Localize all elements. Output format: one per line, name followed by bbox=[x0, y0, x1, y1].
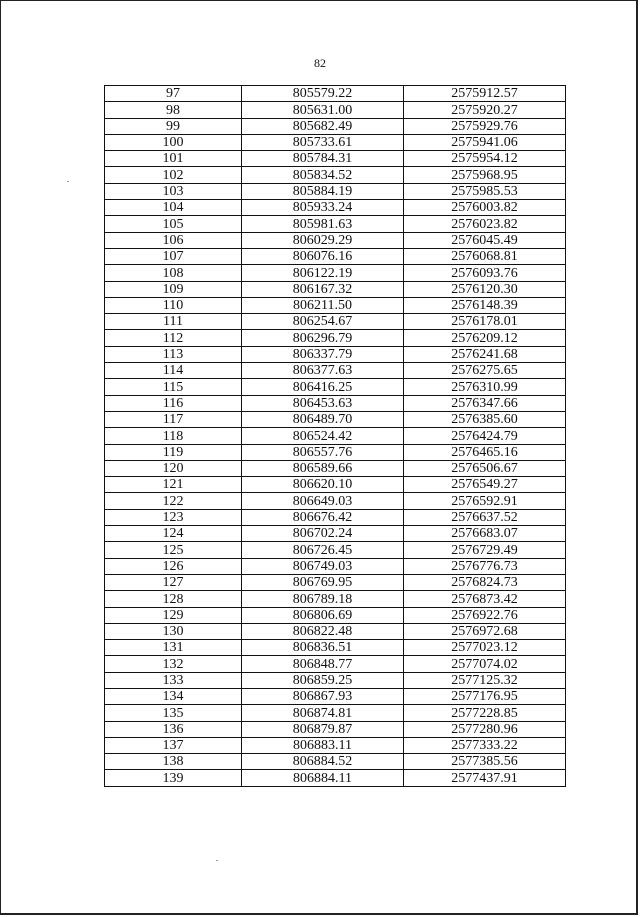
y-coordinate-cell: 2575941.06 bbox=[404, 134, 566, 150]
y-coordinate-cell: 2576824.73 bbox=[404, 574, 566, 590]
point-number-cell: 132 bbox=[105, 656, 242, 672]
y-coordinate-cell: 2576873.42 bbox=[404, 591, 566, 607]
table-row bbox=[105, 232, 566, 248]
y-coordinate-cell: 2576506.67 bbox=[404, 460, 566, 476]
y-coordinate-cell: 2577125.32 bbox=[404, 672, 566, 688]
table-row bbox=[105, 428, 566, 444]
table-row bbox=[105, 574, 566, 590]
y-coordinate-cell: 2576424.79 bbox=[404, 428, 566, 444]
coordinates-table-body bbox=[105, 86, 566, 787]
x-coordinate-cell: 806167.32 bbox=[242, 281, 404, 297]
point-number-cell: 130 bbox=[105, 623, 242, 639]
x-coordinate-cell: 806874.81 bbox=[242, 705, 404, 721]
table-row bbox=[105, 460, 566, 476]
point-number-cell: 99 bbox=[105, 118, 242, 134]
point-number-cell: 101 bbox=[105, 151, 242, 167]
table-row bbox=[105, 737, 566, 753]
x-coordinate-cell: 806884.52 bbox=[242, 754, 404, 770]
y-coordinate-cell: 2576922.76 bbox=[404, 607, 566, 623]
x-coordinate-cell: 805834.52 bbox=[242, 167, 404, 183]
y-coordinate-cell: 2577333.22 bbox=[404, 737, 566, 753]
table-row bbox=[105, 118, 566, 134]
point-number-cell: 124 bbox=[105, 526, 242, 542]
coordinates-table bbox=[104, 85, 566, 787]
point-number-cell: 117 bbox=[105, 411, 242, 427]
point-number-cell: 133 bbox=[105, 672, 242, 688]
x-coordinate-cell: 805784.31 bbox=[242, 151, 404, 167]
x-coordinate-cell: 806836.51 bbox=[242, 640, 404, 656]
x-coordinate-cell: 806620.10 bbox=[242, 477, 404, 493]
x-coordinate-cell: 806589.66 bbox=[242, 460, 404, 476]
x-coordinate-cell: 806806.69 bbox=[242, 607, 404, 623]
table-row bbox=[105, 200, 566, 216]
table-row bbox=[105, 314, 566, 330]
point-number-cell: 116 bbox=[105, 395, 242, 411]
table-row bbox=[105, 591, 566, 607]
point-number-cell: 129 bbox=[105, 607, 242, 623]
point-number-cell: 125 bbox=[105, 542, 242, 558]
y-coordinate-cell: 2576148.39 bbox=[404, 297, 566, 313]
table-row bbox=[105, 281, 566, 297]
point-number-cell: 111 bbox=[105, 314, 242, 330]
point-number-cell: 100 bbox=[105, 134, 242, 150]
x-coordinate-cell: 805579.22 bbox=[242, 86, 404, 102]
x-coordinate-cell: 805733.61 bbox=[242, 134, 404, 150]
y-coordinate-cell: 2577437.91 bbox=[404, 770, 566, 786]
x-coordinate-cell: 806702.24 bbox=[242, 526, 404, 542]
x-coordinate-cell: 806122.19 bbox=[242, 265, 404, 281]
x-coordinate-cell: 806337.79 bbox=[242, 346, 404, 362]
table-row bbox=[105, 330, 566, 346]
table-row bbox=[105, 297, 566, 313]
y-coordinate-cell: 2576275.65 bbox=[404, 363, 566, 379]
point-number-cell: 123 bbox=[105, 509, 242, 525]
page-number: 82 bbox=[314, 56, 326, 70]
point-number-cell: 97 bbox=[105, 86, 242, 102]
x-coordinate-cell: 806029.29 bbox=[242, 232, 404, 248]
table-row bbox=[105, 721, 566, 737]
point-number-cell: 136 bbox=[105, 721, 242, 737]
table-row bbox=[105, 183, 566, 199]
y-coordinate-cell: 2576178.01 bbox=[404, 314, 566, 330]
point-number-cell: 121 bbox=[105, 477, 242, 493]
y-coordinate-cell: 2577228.85 bbox=[404, 705, 566, 721]
point-number-cell: 139 bbox=[105, 770, 242, 786]
x-coordinate-cell: 805631.00 bbox=[242, 102, 404, 118]
table-row bbox=[105, 86, 566, 102]
table-row bbox=[105, 607, 566, 623]
x-coordinate-cell: 806524.42 bbox=[242, 428, 404, 444]
table-row bbox=[105, 493, 566, 509]
x-coordinate-cell: 806879.87 bbox=[242, 721, 404, 737]
table-row bbox=[105, 102, 566, 118]
point-number-cell: 114 bbox=[105, 363, 242, 379]
y-coordinate-cell: 2576465.16 bbox=[404, 444, 566, 460]
y-coordinate-cell: 2577176.95 bbox=[404, 688, 566, 704]
x-coordinate-cell: 806649.03 bbox=[242, 493, 404, 509]
x-coordinate-cell: 806254.67 bbox=[242, 314, 404, 330]
x-coordinate-cell: 806076.16 bbox=[242, 248, 404, 264]
y-coordinate-cell: 2576729.49 bbox=[404, 542, 566, 558]
x-coordinate-cell: 806859.25 bbox=[242, 672, 404, 688]
table-row bbox=[105, 346, 566, 362]
point-number-cell: 104 bbox=[105, 200, 242, 216]
table-row bbox=[105, 558, 566, 574]
y-coordinate-cell: 2576023.82 bbox=[404, 216, 566, 232]
scan-speck bbox=[216, 860, 218, 861]
y-coordinate-cell: 2576683.07 bbox=[404, 526, 566, 542]
x-coordinate-cell: 805981.63 bbox=[242, 216, 404, 232]
point-number-cell: 110 bbox=[105, 297, 242, 313]
table-row bbox=[105, 167, 566, 183]
table-row bbox=[105, 379, 566, 395]
point-number-cell: 102 bbox=[105, 167, 242, 183]
y-coordinate-cell: 2576209.12 bbox=[404, 330, 566, 346]
point-number-cell: 115 bbox=[105, 379, 242, 395]
point-number-cell: 126 bbox=[105, 558, 242, 574]
table-row bbox=[105, 526, 566, 542]
x-coordinate-cell: 806883.11 bbox=[242, 737, 404, 753]
y-coordinate-cell: 2577280.96 bbox=[404, 721, 566, 737]
point-number-cell: 112 bbox=[105, 330, 242, 346]
x-coordinate-cell: 806676.42 bbox=[242, 509, 404, 525]
point-number-cell: 128 bbox=[105, 591, 242, 607]
y-coordinate-cell: 2576972.68 bbox=[404, 623, 566, 639]
table-row bbox=[105, 395, 566, 411]
point-number-cell: 107 bbox=[105, 248, 242, 264]
x-coordinate-cell: 806726.45 bbox=[242, 542, 404, 558]
point-number-cell: 103 bbox=[105, 183, 242, 199]
y-coordinate-cell: 2576637.52 bbox=[404, 509, 566, 525]
x-coordinate-cell: 806884.11 bbox=[242, 770, 404, 786]
table-row bbox=[105, 688, 566, 704]
x-coordinate-cell: 805933.24 bbox=[242, 200, 404, 216]
y-coordinate-cell: 2576592.91 bbox=[404, 493, 566, 509]
y-coordinate-cell: 2576549.27 bbox=[404, 477, 566, 493]
y-coordinate-cell: 2575920.27 bbox=[404, 102, 566, 118]
point-number-cell: 105 bbox=[105, 216, 242, 232]
point-number-cell: 118 bbox=[105, 428, 242, 444]
table-row bbox=[105, 248, 566, 264]
table-row bbox=[105, 363, 566, 379]
x-coordinate-cell: 806489.70 bbox=[242, 411, 404, 427]
table-row bbox=[105, 672, 566, 688]
table-row bbox=[105, 509, 566, 525]
y-coordinate-cell: 2576045.49 bbox=[404, 232, 566, 248]
y-coordinate-cell: 2575985.53 bbox=[404, 183, 566, 199]
y-coordinate-cell: 2577074.02 bbox=[404, 656, 566, 672]
point-number-cell: 131 bbox=[105, 640, 242, 656]
x-coordinate-cell: 806848.77 bbox=[242, 656, 404, 672]
y-coordinate-cell: 2576068.81 bbox=[404, 248, 566, 264]
table-row bbox=[105, 705, 566, 721]
table-row bbox=[105, 770, 566, 786]
point-number-cell: 138 bbox=[105, 754, 242, 770]
x-coordinate-cell: 806749.03 bbox=[242, 558, 404, 574]
x-coordinate-cell: 805682.49 bbox=[242, 118, 404, 134]
point-number-cell: 108 bbox=[105, 265, 242, 281]
y-coordinate-cell: 2575929.76 bbox=[404, 118, 566, 134]
y-coordinate-cell: 2577385.56 bbox=[404, 754, 566, 770]
point-number-cell: 127 bbox=[105, 574, 242, 590]
y-coordinate-cell: 2576385.60 bbox=[404, 411, 566, 427]
point-number-cell: 109 bbox=[105, 281, 242, 297]
table-row bbox=[105, 656, 566, 672]
y-coordinate-cell: 2576003.82 bbox=[404, 200, 566, 216]
x-coordinate-cell: 806822.48 bbox=[242, 623, 404, 639]
table-row bbox=[105, 265, 566, 281]
point-number-cell: 135 bbox=[105, 705, 242, 721]
point-number-cell: 122 bbox=[105, 493, 242, 509]
table-row bbox=[105, 754, 566, 770]
table-row bbox=[105, 411, 566, 427]
table-row bbox=[105, 444, 566, 460]
table-row bbox=[105, 216, 566, 232]
point-number-cell: 119 bbox=[105, 444, 242, 460]
scan-speck bbox=[67, 181, 69, 182]
x-coordinate-cell: 806769.95 bbox=[242, 574, 404, 590]
point-number-cell: 134 bbox=[105, 688, 242, 704]
y-coordinate-cell: 2576776.73 bbox=[404, 558, 566, 574]
x-coordinate-cell: 806867.93 bbox=[242, 688, 404, 704]
x-coordinate-cell: 806453.63 bbox=[242, 395, 404, 411]
table-row bbox=[105, 151, 566, 167]
table-row bbox=[105, 477, 566, 493]
point-number-cell: 137 bbox=[105, 737, 242, 753]
y-coordinate-cell: 2576241.68 bbox=[404, 346, 566, 362]
point-number-cell: 98 bbox=[105, 102, 242, 118]
table-row bbox=[105, 640, 566, 656]
x-coordinate-cell: 805884.19 bbox=[242, 183, 404, 199]
x-coordinate-cell: 806296.79 bbox=[242, 330, 404, 346]
point-number-cell: 113 bbox=[105, 346, 242, 362]
y-coordinate-cell: 2576310.99 bbox=[404, 379, 566, 395]
table-row bbox=[105, 623, 566, 639]
y-coordinate-cell: 2576347.66 bbox=[404, 395, 566, 411]
y-coordinate-cell: 2576093.76 bbox=[404, 265, 566, 281]
x-coordinate-cell: 806557.76 bbox=[242, 444, 404, 460]
x-coordinate-cell: 806211.50 bbox=[242, 297, 404, 313]
x-coordinate-cell: 806416.25 bbox=[242, 379, 404, 395]
x-coordinate-cell: 806377.63 bbox=[242, 363, 404, 379]
x-coordinate-cell: 806789.18 bbox=[242, 591, 404, 607]
table-row bbox=[105, 542, 566, 558]
point-number-cell: 106 bbox=[105, 232, 242, 248]
y-coordinate-cell: 2577023.12 bbox=[404, 640, 566, 656]
y-coordinate-cell: 2575968.95 bbox=[404, 167, 566, 183]
y-coordinate-cell: 2575912.57 bbox=[404, 86, 566, 102]
y-coordinate-cell: 2575954.12 bbox=[404, 151, 566, 167]
y-coordinate-cell: 2576120.30 bbox=[404, 281, 566, 297]
point-number-cell: 120 bbox=[105, 460, 242, 476]
table-row bbox=[105, 134, 566, 150]
